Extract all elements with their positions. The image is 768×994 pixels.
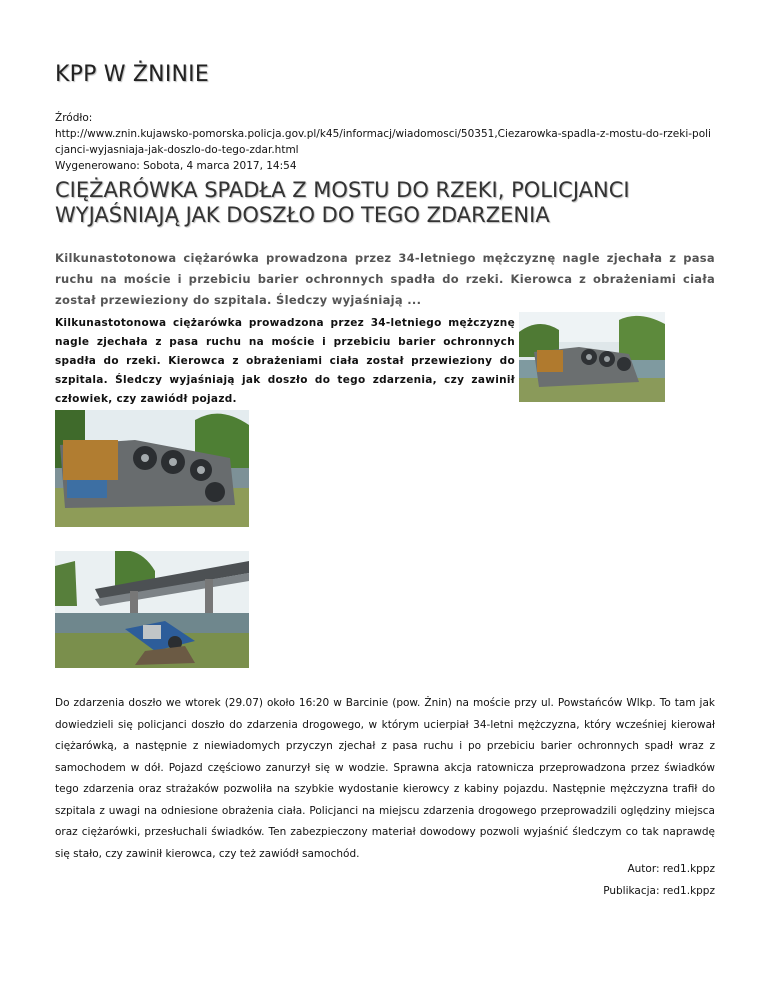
article-intro: Kilkunastotonowa ciężarówka prowadzona przez 34-letniego mężczyznę nagle zjechała z pasa ruchu na moście i przebiciu barier ochronnych spadła do rzeki. Kierowca z obrażeniami ciała został przewieziony do szpitala. Śledczy wyjaśniają jak doszło do tego zdarzenia, czy zawinił człowiek, czy zawiódł pojazd. (55, 317, 515, 405)
author: Autor: red1.kppz (627, 863, 715, 875)
source-url-line-1[interactable]: http://www.znin.kujawsko-pomorska.policja.gov.pl/k45/informacj/wiadomosci/50351,Ciezarowka-spadla-z-mostu-do-rzeki-poli (55, 128, 711, 140)
site-title: KPP W ŻNINIE (55, 62, 209, 87)
generated-date: Wygenerowano: Sobota, 4 marca 2017, 14:54 (55, 160, 297, 172)
article-body: Do zdarzenia doszło we wtorek (29.07) około 16:20 w Barcinie (pow. Żnin) na moście przy ul. Powstańców Wlkp. To tam jak dowiedzieli się policjanci doszło do zdarzenia drogowego, w którym ucierpiał 34-letni mężczyzna, który wcześniej kierował ciężarówką, a następnie z niewiadomych przyczyn zjechał z pasa ruchu i po przebiciu barier ochronnych spadł wraz z samochodem w dół. Pojazd częściowo zanurzył się w wodzie. Sprawna akcja ratownicza przeprowadzona przez świadków tego zdarzenia oraz strażaków pozwoliła na szybkie wydostanie kierowcy z kabiny pojazdu. Następnie mężczyzna trafił do szpitala z uwagi na odniesione obrażenia ciała. Policjanci na miejscu zdarzenia drogowego przeprowadzili oględziny miejsca oraz ciężarówki, przesłuchali świadków. Ten zabezpieczony materiał dowodowy pozwoli wyjaśnić śledczym co tak naprawdę się stało, czy zawinił kierowca, czy też zawiódł samochód. (55, 697, 715, 860)
source-url-line-2[interactable]: cjanci-wyjasniaja-jak-doszlo-do-tego-zdar.html (55, 144, 299, 156)
photo-overturned-truck-small (519, 312, 665, 402)
article-title: CIĘŻARÓWKA SPADŁA Z MOSTU DO RZEKI, POLICJANCI WYJAŚNIAJĄ JAK DOSZŁO DO TEGO ZDARZENIA (55, 178, 630, 227)
source-info (55, 110, 715, 174)
publication: Publikacja: red1.kppz (603, 884, 715, 897)
article-footer (415, 859, 715, 902)
photo-overturned-truck-riverbank (55, 410, 249, 527)
source-label: Źródło: (55, 112, 93, 124)
photo-truck-under-bridge (55, 551, 249, 668)
article-lead: Kilkunastotonowa ciężarówka prowadzona przez 34-letniego mężczyznę nagle zjechała z pasa ruchu na moście i przebiciu barier ochronnych spadła do rzeki. Kierowca z obrażeniami ciała został przewieziony do szpitala. Śledczy wyjaśniają ... (55, 251, 715, 307)
